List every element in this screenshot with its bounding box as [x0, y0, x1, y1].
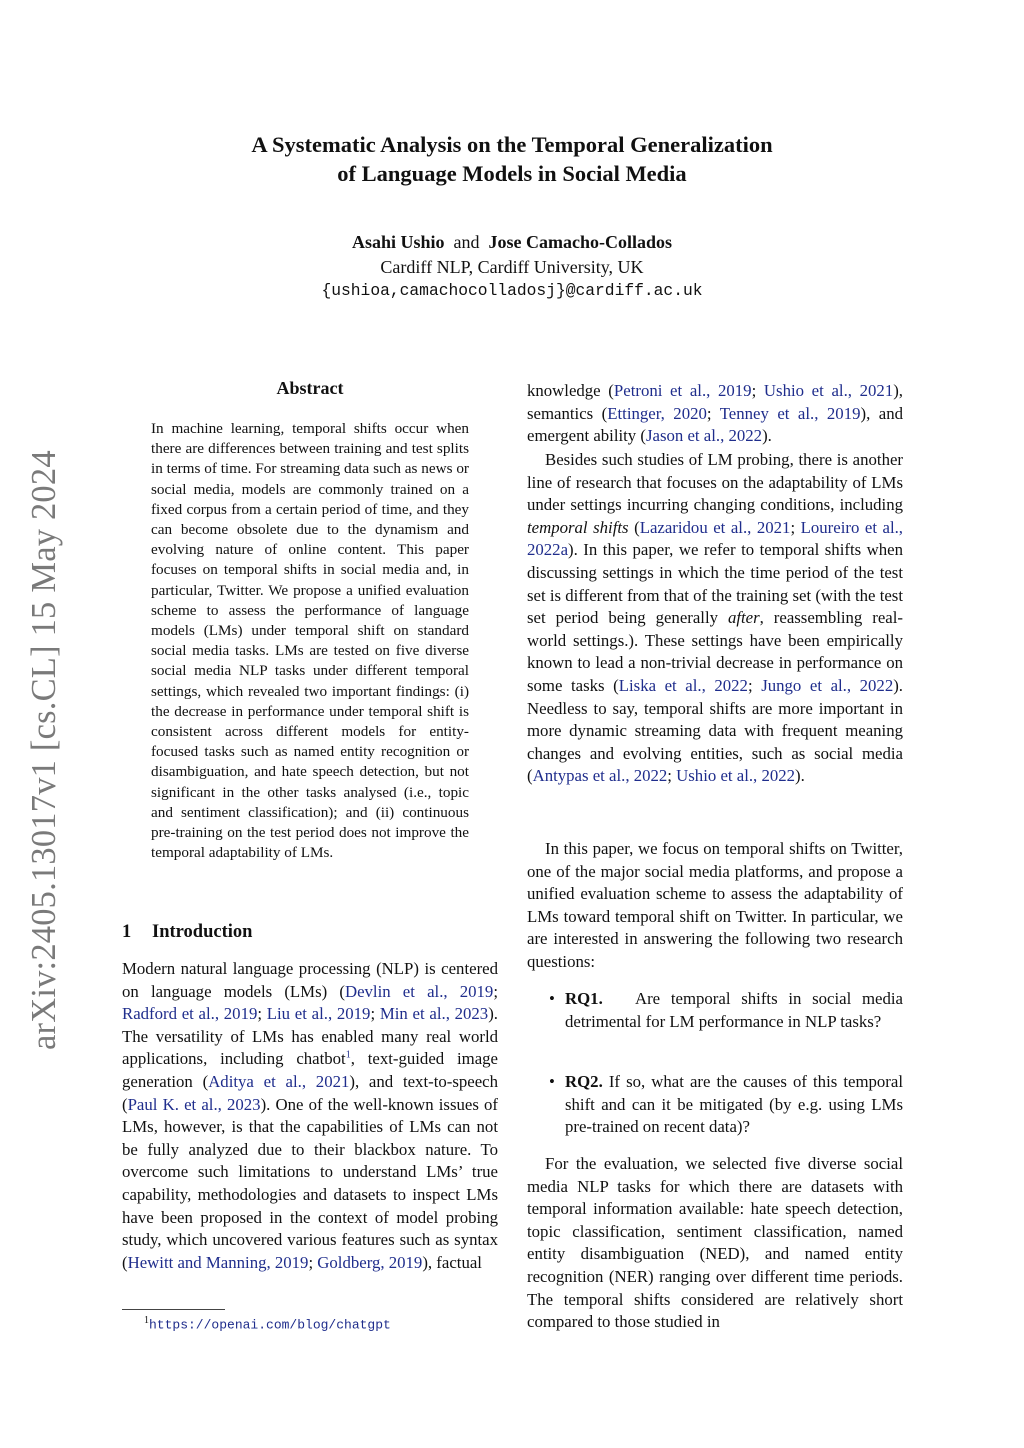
author-2: Jose Camacho-Collados: [488, 232, 673, 252]
text-run: ;: [747, 675, 762, 695]
citation-link[interactable]: Devlin et al., 2019: [344, 981, 494, 1001]
text-run: Modern natural language processing (NLP) is centered on language models (LMs) (: [122, 959, 498, 1001]
emphasis: temporal shifts: [527, 517, 629, 537]
author-1: Asahi Ushio: [351, 232, 445, 252]
citation-link[interactable]: Petroni et al., 2019: [613, 381, 752, 400]
section-title: Introduction: [152, 922, 253, 942]
affiliation: Cardiff NLP, Cardiff University, UK: [380, 256, 644, 277]
citation-link[interactable]: Liu et al., 2019: [266, 1004, 371, 1024]
text-run: ).: [795, 766, 805, 786]
arxiv-identifier: arXiv:2405.13017v1 [cs.CL] 15 May 2024: [25, 450, 63, 1050]
right-paragraph-2: [527, 449, 903, 788]
author-names: [120, 230, 904, 255]
text-run: ;: [257, 1004, 267, 1024]
text-run: ). Needless to say, temporal shifts are more important in more dynamic streaming data with frequent meaning changes and evolving entities, such as social media (: [527, 675, 904, 786]
abstract-body: In machine learning, temporal shifts occur when there are differences between training and test splits in terms of time. For streaming data such as news or social media, models are commonly trained on a fixed corpus from a certain period of time, and they can become obsolete due to the dynamism and evolving nature of online content. This paper focuses on temporal shifts in social media and, in particular, Twitter. We propose a unified evaluation scheme to assess the performance of language models (LMs) under temporal shift on standard social media tasks. LMs are tested on five diverse social media NLP tasks under different temporal settings, which revealed two important findings: (i) the decrease in performance under temporal shift is consistent across different models for entity-focused tasks such as named entity recognition or disambiguation, and hate speech detection, but not significant in the other tasks analysed (i.e., topic and sentiment classification); and (ii) continuous pre-training on the test period does not improve the temporal adaptability of LMs.: [151, 420, 469, 862]
abstract-heading: Abstract: [276, 378, 344, 398]
emphasis: after: [727, 608, 760, 628]
citation-link[interactable]: Ushio et al., 2022: [676, 766, 796, 786]
paper-title: [120, 130, 904, 188]
text-run: ).: [762, 426, 772, 446]
text-run: ;: [751, 381, 764, 400]
citation-link[interactable]: Goldberg, 2019: [317, 1252, 423, 1272]
footnote-marker[interactable]: 1: [345, 1049, 351, 1061]
text-run: Besides such studies of LM probing, there is another line of research that focuses on the adaptability of LMs under settings incurring changing conditions, including: [527, 450, 903, 515]
rq2-text: If so, what are the causes of this temporal shift and can it be mitigated (by e.g. using LMs pre-trained on recent data)?: [565, 1072, 903, 1137]
title-line-1: A Systematic Analysis on the Temporal Generalization: [251, 132, 773, 157]
citation-link[interactable]: Tenney et al., 2019: [719, 403, 861, 423]
footnote-url-link[interactable]: https://openai.com/blog/chatgpt: [149, 1317, 391, 1333]
research-question-1: [549, 988, 903, 1033]
citation-link[interactable]: Hewitt and Manning, 2019: [127, 1252, 309, 1272]
text-run: ), and text-to-speech (: [122, 1071, 498, 1114]
bullet-glyph: •: [549, 989, 555, 1008]
text-run: ). In this paper, we refer to temporal shifts when discussing settings in which the time period of the test set is different from that of the training set (with the test set period being generally: [527, 540, 903, 628]
text-run: ). The versatility of LMs has enabled many real world applications, including chatbot: [122, 1004, 498, 1069]
text-run: ), factual: [422, 1252, 482, 1272]
bullet-glyph: •: [549, 1072, 555, 1091]
text-run: ), and emergent ability (: [527, 403, 903, 446]
rq1-label: RQ1.: [565, 989, 603, 1008]
right-paragraph-3: In this paper, we focus on temporal shifts on Twitter, one of the major social media platforms, and propose a unified evaluation scheme to assess the adaptability of LMs toward temporal shift on Twitter. In particular, we are interested in answering the following two research questions:: [527, 839, 903, 971]
citation-link[interactable]: Jason et al., 2022: [646, 426, 763, 446]
authors-block: [120, 230, 904, 304]
title-line-2: of Language Models in Social Media: [337, 161, 687, 186]
citation-link[interactable]: Radford et al., 2019: [122, 1004, 258, 1024]
right-paragraph-1: [527, 380, 903, 448]
text-run: knowledge (: [527, 381, 614, 400]
footnote-divider: [122, 1309, 225, 1310]
citation-link[interactable]: Min et al., 2023: [379, 1004, 489, 1024]
text-run: ;: [308, 1252, 318, 1272]
citation-link[interactable]: Aditya et al., 2021: [208, 1071, 350, 1091]
intro-paragraph-1: [122, 958, 498, 1274]
footnote: [144, 1315, 391, 1332]
citation-link[interactable]: Paul K. et al., 2023: [127, 1094, 261, 1114]
citation-link[interactable]: Loureiro et al., 2022a: [527, 517, 904, 560]
research-question-2: [549, 1071, 903, 1139]
text-run: ;: [790, 517, 801, 537]
citation-link[interactable]: Ushio et al., 2021: [763, 381, 894, 400]
author-conjunction: and: [453, 232, 480, 252]
text-run: , text-guided image generation (: [122, 1049, 498, 1091]
section-heading-introduction: [122, 922, 252, 943]
text-run: (: [628, 517, 640, 537]
text-run: ;: [706, 403, 720, 423]
text-run: ), semantics (: [527, 381, 904, 423]
text-run: , reassembling real-world settings.). These settings have been empirically known to lead a non-trivial decrease in performance on some tasks (: [527, 608, 903, 695]
text-run: ;: [370, 1004, 380, 1024]
citation-link[interactable]: Jungo et al., 2022: [761, 675, 894, 695]
rq1-text: Are temporal shifts in social media detrimental for LM performance in NLP tasks?: [565, 989, 903, 1031]
text-run: ;: [667, 766, 677, 786]
author-emails[interactable]: {ushioa,camachocolladosj}@cardiff.ac.uk: [321, 281, 703, 300]
footnote-number: 1: [144, 1315, 149, 1326]
section-number: 1: [122, 922, 132, 942]
citation-link[interactable]: Antypas et al., 2022: [532, 766, 668, 786]
citation-link[interactable]: Lazaridou et al., 2021: [639, 517, 791, 537]
rq2-label: RQ2.: [565, 1072, 603, 1091]
citation-link[interactable]: Ettinger, 2020: [607, 403, 707, 423]
citation-link[interactable]: Liska et al., 2022: [618, 675, 748, 695]
right-paragraph-4: For the evaluation, we selected five diverse social media NLP tasks for which there are datasets with temporal information available: hate speech detection, topic classification, sentiment classification, named entity disambiguation (NED), and named entity recognition (NER) ranging over different time periods. The temporal shifts considered are relatively short compared to those studied in: [527, 1154, 903, 1332]
text-run: ;: [493, 981, 498, 1001]
text-run: ). One of the well-known issues of LMs, however, is that the capabilities of LMs can not be fully analyzed due to their blackbox nature. To overcome such limitations to understand LMs’ true capability, methodologies and datasets to inspect LMs have been proposed in the context of model probing study, which uncovered various features such as syntax (: [122, 1094, 498, 1272]
